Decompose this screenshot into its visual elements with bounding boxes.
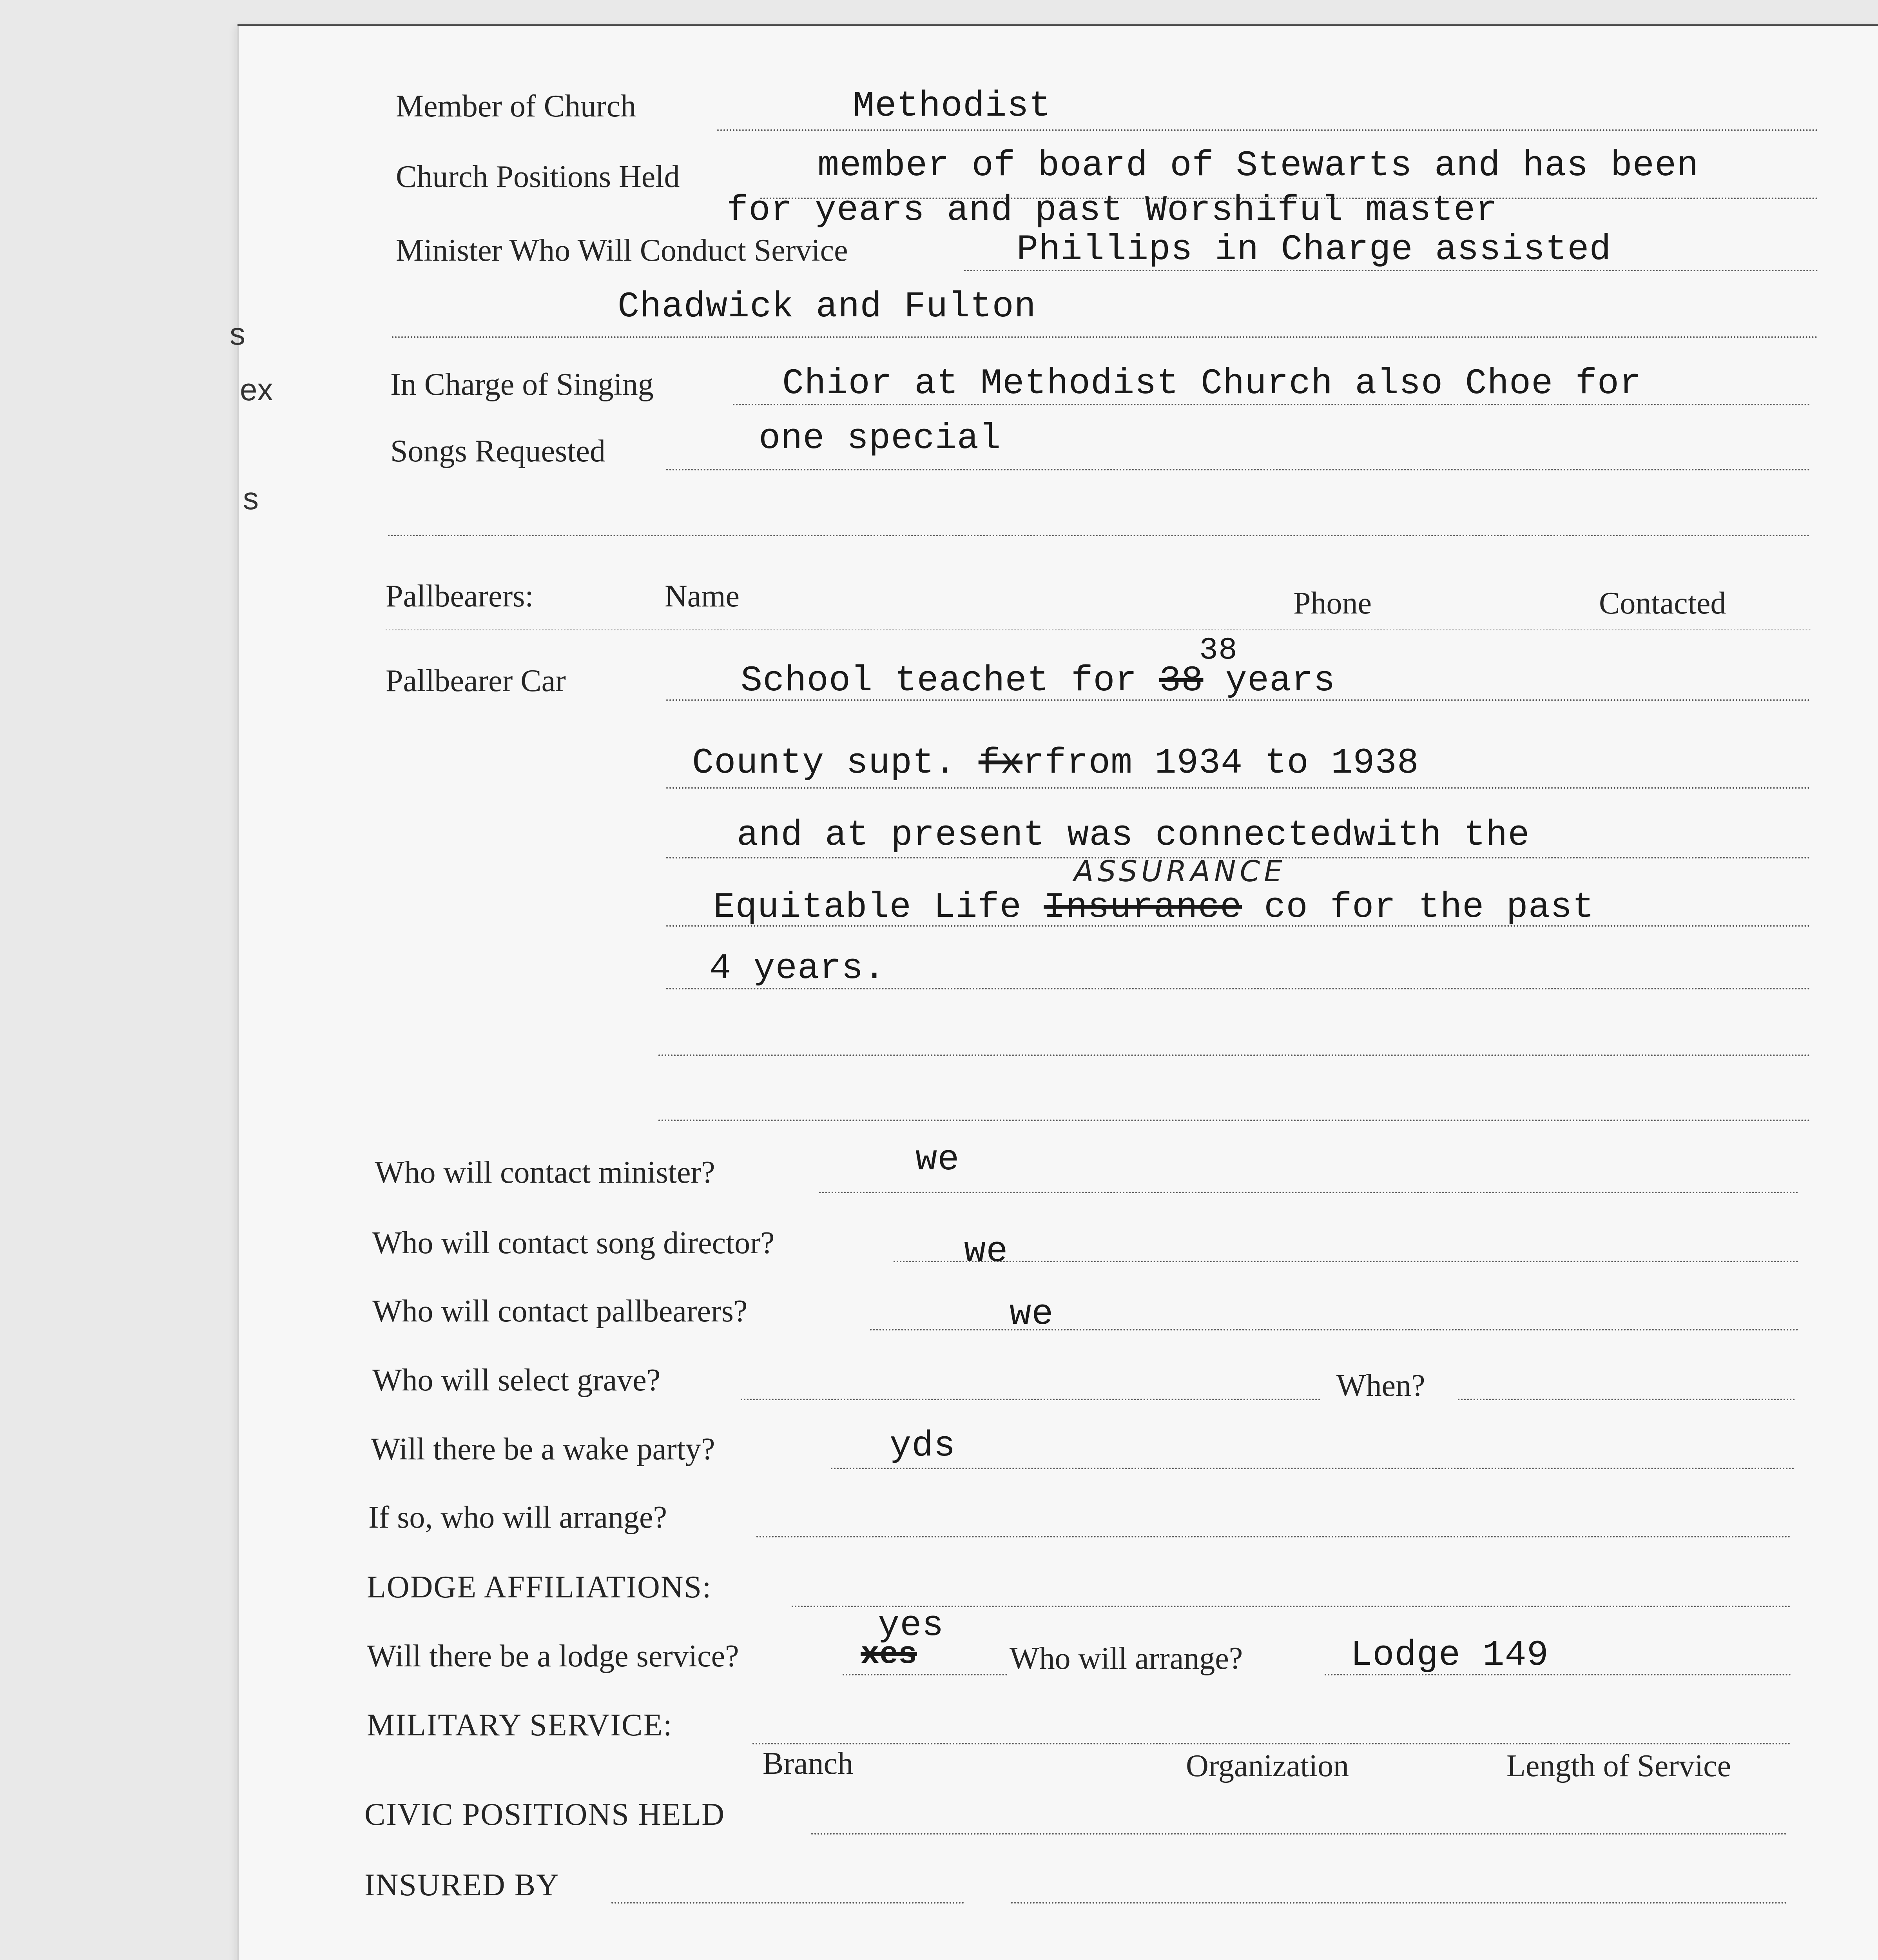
civic-positions-label: CIVIC POSITIONS HELD xyxy=(364,1797,725,1832)
insured-by-label: INSURED BY xyxy=(364,1868,560,1902)
church-positions-label: Church Positions Held xyxy=(396,160,680,194)
member-of-church-line xyxy=(717,129,1818,131)
pallbearer-car-line-7 xyxy=(658,1120,1811,1121)
pallbearers-col-contacted: Contacted xyxy=(1599,586,1726,621)
military-col-branch: Branch xyxy=(763,1746,854,1781)
minister-line-2 xyxy=(392,336,1818,338)
pallbearer-car-line-2 xyxy=(666,787,1811,789)
singing-value: Chior at Methodist Church also Choe for xyxy=(782,363,1642,404)
contact-song-label: Who will contact song director? xyxy=(372,1226,775,1260)
wake-party-line xyxy=(831,1468,1795,1469)
minister-label: Minister Who Will Conduct Service xyxy=(396,233,848,268)
lodge-arrange-value: Lodge 149 xyxy=(1350,1635,1549,1676)
lodge-service-struck: xes xyxy=(861,1637,917,1673)
pallbearer-car-value-2: County supt. fxrfrom 1934 to 1938 xyxy=(692,742,1419,784)
military-col-organization: Organization xyxy=(1186,1749,1349,1783)
member-of-church-value: Methodist xyxy=(853,85,1051,127)
when-label: When? xyxy=(1336,1368,1425,1403)
military-col-length: Length of Service xyxy=(1506,1749,1731,1783)
pallbearer-car-value-1: School teachet for 38 years xyxy=(741,660,1336,701)
contact-pallbearers-value: we xyxy=(1010,1294,1054,1335)
lodge-affiliations-label: LODGE AFFILIATIONS: xyxy=(367,1570,712,1604)
insured-by-line-1 xyxy=(611,1902,964,1904)
military-service-line xyxy=(752,1743,1791,1744)
songs-label: Songs Requested xyxy=(390,434,605,468)
civic-positions-line xyxy=(811,1833,1787,1835)
pallbearer-car-value-5: 4 years. xyxy=(709,948,886,989)
pallbearer-car-value-3: and at present was connectedwith the xyxy=(737,815,1530,856)
pallbearer-car-line-6 xyxy=(658,1054,1811,1056)
songs-line xyxy=(666,469,1811,470)
when-line xyxy=(1458,1399,1795,1400)
contact-song-value: we xyxy=(964,1231,1008,1272)
songs-line-2 xyxy=(388,535,1811,536)
who-arrange-line xyxy=(756,1536,1791,1537)
margin-fragment: s xyxy=(230,316,245,351)
pallbearers-col-phone: Phone xyxy=(1293,586,1372,621)
songs-value: one special xyxy=(759,418,1001,459)
pallbearers-col-name: Name xyxy=(665,579,740,613)
lodge-service-correction: yes xyxy=(878,1605,944,1646)
pallbearers-line xyxy=(386,629,1812,630)
who-arrange-label: If so, who will arrange? xyxy=(368,1500,667,1535)
years-correction: 38 xyxy=(1199,633,1238,668)
minister-value-1: Phillips in Charge assisted xyxy=(1017,229,1612,270)
pallbearer-car-label: Pallbearer Car xyxy=(386,664,566,698)
wake-party-value: yds xyxy=(890,1425,956,1466)
lodge-service-line xyxy=(843,1674,1007,1675)
contact-pallbearers-label: Who will contact pallbearers? xyxy=(372,1294,748,1328)
insured-by-line-2 xyxy=(1011,1902,1787,1904)
member-of-church-label: Member of Church xyxy=(396,89,636,123)
margin-fragment: ex xyxy=(240,372,273,407)
select-grave-line xyxy=(741,1399,1321,1400)
church-positions-value-2: for years and past Worshiful master xyxy=(727,190,1498,231)
minister-value-2: Chadwick and Fulton xyxy=(618,286,1036,327)
contact-minister-line xyxy=(819,1192,1799,1193)
lodge-service-label: Will there be a lodge service? xyxy=(367,1639,739,1673)
singing-label: In Charge of Singing xyxy=(390,367,654,402)
margin-fragment: s xyxy=(243,481,259,516)
military-service-label: MILITARY SERVICE: xyxy=(367,1708,673,1742)
pallbearer-car-value-4: Equitable Life Insurance co for the past xyxy=(713,887,1595,928)
assurance-handwritten: ASSURANCE xyxy=(1074,855,1286,888)
pallbearers-label: Pallbearers: xyxy=(386,579,534,613)
contact-song-line xyxy=(894,1261,1799,1262)
contact-minister-label: Who will contact minister? xyxy=(375,1155,715,1190)
wake-party-label: Will there be a wake party? xyxy=(371,1432,715,1466)
lodge-arrange-label: Who will arrange? xyxy=(1010,1641,1243,1676)
church-positions-value-1: member of board of Stewarts and has been xyxy=(818,145,1699,186)
select-grave-label: Who will select grave? xyxy=(372,1363,661,1397)
contact-minister-value: we xyxy=(915,1139,960,1180)
